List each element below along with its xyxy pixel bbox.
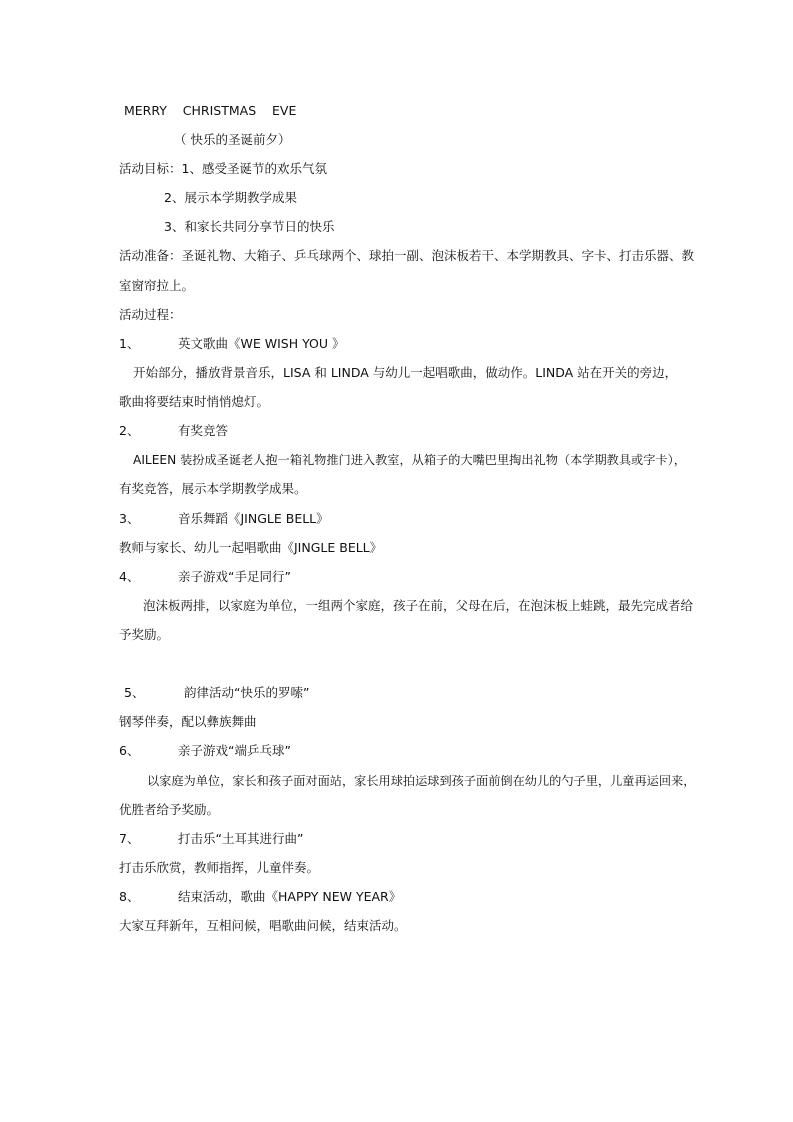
step-number: 7、 — [119, 831, 140, 846]
process-label: 活动过程： — [119, 307, 182, 322]
step-number: 5、 — [124, 685, 145, 700]
step-title: 亲子游戏“手足同行” — [178, 569, 291, 584]
step-desc: 泡沫板两排，以家庭为单位，一组两个家庭，孩子在前，父母在后，在泡沫板上蛙跳，最先完成者给 — [143, 598, 694, 613]
step-title: 韵律活动“快乐的罗嗦” — [184, 685, 310, 700]
step-number: 4、 — [119, 569, 140, 584]
step-title: 结束活动，歌曲《HAPPY NEW YEAR》 — [178, 889, 402, 904]
step-desc: 歌曲将要结束时悄悄熄灯。 — [119, 394, 270, 409]
step-number: 8、 — [119, 889, 140, 904]
step-number: 1、 — [119, 336, 140, 351]
step-desc: 打击乐欣赏，教师指挥，儿童伴奏。 — [119, 860, 320, 875]
step-title: 亲子游戏“端乒乓球” — [178, 743, 291, 758]
step-desc: 大家互拜新年，互相问候，唱歌曲问候，结束活动。 — [119, 918, 407, 933]
doc-subtitle: （ 快乐的圣诞前夕） — [174, 132, 291, 147]
step-desc: AILEEN 装扮成圣诞老人抱一箱礼物推门进入教室，从箱子的大嘴巴里掏出礼物（本学期教具或字卡）， — [133, 453, 686, 467]
step-desc: 开始部分，播放背景音乐，LISA 和 LINDA 与幼儿一起唱歌曲，做动作。LINDA 站在开关的旁边， — [133, 365, 678, 380]
step-title: 打击乐“土耳其进行曲” — [178, 831, 304, 846]
step-title: 有奖竞答 — [178, 423, 229, 438]
step-number: 3、 — [119, 511, 140, 526]
step-title: 音乐舞蹈《JINGLE BELL》 — [178, 511, 329, 526]
step-title: 英文歌曲《WE WISH YOU 》 — [178, 336, 345, 351]
step-desc: 以家庭为单位，家长和孩子面对面站，家长用球拍运球到孩子面前倒在幼儿的勺子里，儿童再运回来， — [147, 774, 696, 788]
step-desc: 有奖竞答，展示本学期教学成果。 — [119, 481, 307, 496]
goals-line-2: 2、展示本学期教学成果 — [164, 190, 297, 205]
step-number: 2、 — [119, 423, 140, 438]
prep-line-1: 活动准备：圣诞礼物、大箱子、乒乓球两个、球拍一副、泡沫板若干、本学期教具、字卡、打击乐器、教 — [119, 248, 695, 263]
step-desc: 教师与家长、幼儿一起唱歌曲《JINGLE BELL》 — [119, 540, 383, 555]
goals-line-1: 活动目标：1、感受圣诞节的欢乐气氛 — [119, 161, 327, 176]
doc-title: MERRY CHRISTMAS EVE — [124, 103, 297, 118]
step-desc: 钢琴伴奏，配以彝族舞曲 — [119, 714, 257, 729]
goals-line-3: 3、和家长共同分享节日的快乐 — [164, 219, 335, 234]
prep-line-2: 室窗帘拉上。 — [119, 278, 195, 293]
step-number: 6、 — [119, 743, 140, 758]
step-desc: 优胜者给予奖励。 — [119, 802, 220, 817]
step-desc: 予奖励。 — [119, 627, 170, 642]
